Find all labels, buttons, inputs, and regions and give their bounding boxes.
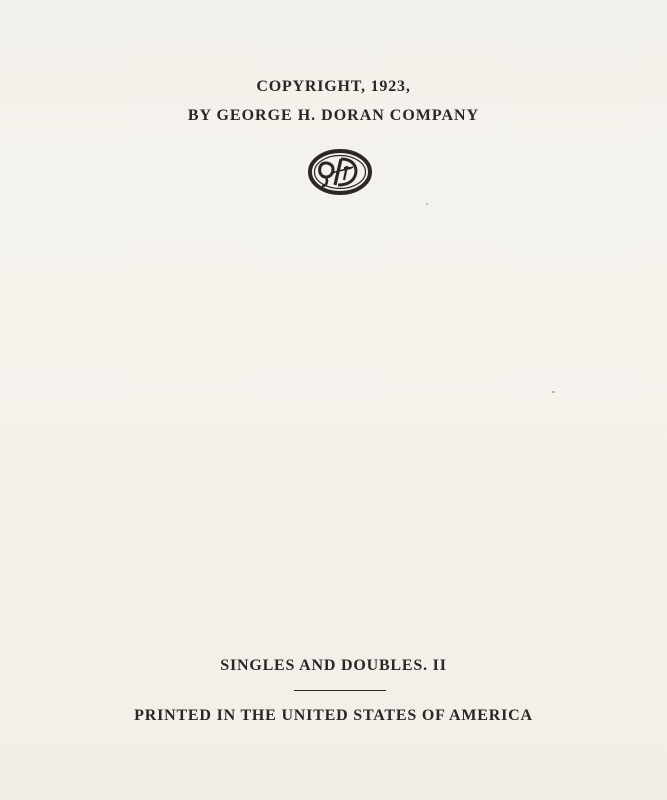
publisher-credit: BY GEORGE H. DORAN COMPANY (187, 107, 480, 124)
publisher-monogram-icon (306, 146, 374, 198)
book-title-line: SINGLES AND DOUBLES. II (220, 657, 447, 674)
printed-in-line: PRINTED IN THE UNITED STATES OF AMERICA (134, 707, 533, 724)
copyright-notice: COPYRIGHT, 1923, (256, 78, 411, 95)
divider-rule (294, 690, 386, 691)
paper-speck (426, 203, 428, 205)
paper-speck (552, 391, 555, 393)
